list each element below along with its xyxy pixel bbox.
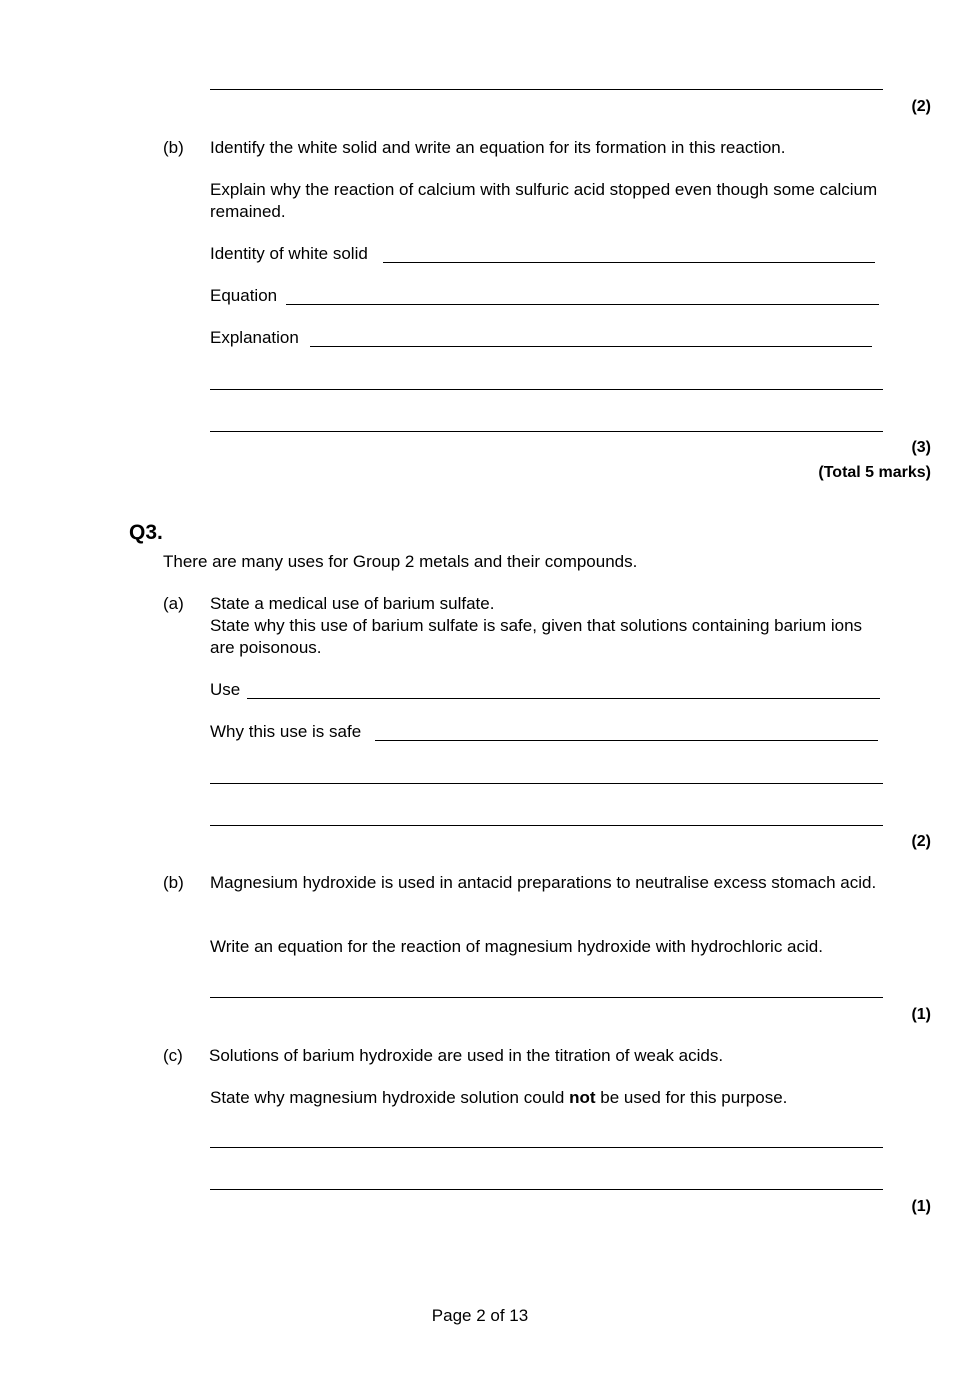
part-label-q2b: (b) xyxy=(163,138,184,157)
q3c-line2-end: be used for this purpose. xyxy=(600,1088,788,1107)
answer-line[interactable] xyxy=(210,1189,883,1190)
use-answer-line[interactable] xyxy=(247,698,880,699)
field-label-use: Use xyxy=(210,680,241,699)
part-label-q3b: (b) xyxy=(163,873,184,892)
answer-line[interactable] xyxy=(210,783,883,784)
explanation-answer-line[interactable] xyxy=(310,346,872,347)
q3b-line2: Write an equation for the reaction of magnesium hydroxide with hydrochloric acid. xyxy=(210,937,823,956)
q3c-line2 xyxy=(210,1087,787,1109)
part-label-q3c: (c) xyxy=(163,1046,183,1065)
q3a-line1: State a medical use of barium sulfate. xyxy=(210,594,495,613)
marks-q3a: (2) xyxy=(911,833,931,850)
answer-line[interactable] xyxy=(210,389,883,390)
why-safe-answer-line[interactable] xyxy=(375,740,878,741)
q3c-line2-emphasis: not xyxy=(569,1088,596,1107)
answer-line[interactable] xyxy=(210,89,883,90)
marks-q2b: (3) xyxy=(911,439,931,456)
total-marks-q2: (Total 5 marks) xyxy=(818,464,931,481)
field-label-equation: Equation xyxy=(210,286,278,305)
q2b-explain: Explain why the reaction of calcium with sulfuric acid stopped even though some calcium remained. xyxy=(210,180,878,221)
q2b-prompt: Identify the white solid and write an equation for its formation in this reaction. xyxy=(210,138,786,157)
q3a-line2: State why this use of barium sulfate is safe, given that solutions containing barium ions are poisonous. xyxy=(210,616,863,657)
answer-line[interactable] xyxy=(210,1147,883,1148)
page-number: Page 2 of 13 xyxy=(431,1306,529,1325)
marks-q2a: (2) xyxy=(911,98,931,115)
marks-q3c: (1) xyxy=(911,1198,931,1215)
question-number-q3: Q3. xyxy=(129,521,163,544)
part-label-q3a: (a) xyxy=(163,594,184,613)
answer-line[interactable] xyxy=(210,997,883,998)
answer-line[interactable] xyxy=(210,431,883,432)
field-label-explanation: Explanation xyxy=(210,328,299,347)
q3c-line2-start: State why magnesium hydroxide solution could xyxy=(210,1088,565,1107)
q3-intro: There are many uses for Group 2 metals and their compounds. xyxy=(163,552,638,571)
identity-answer-line[interactable] xyxy=(383,262,875,263)
answer-line[interactable] xyxy=(210,825,883,826)
q3c-line1: Solutions of barium hydroxide are used in the titration of weak acids. xyxy=(209,1046,724,1065)
field-label-identity: Identity of white solid xyxy=(210,244,368,263)
marks-q3b: (1) xyxy=(911,1006,931,1023)
field-label-why-safe: Why this use is safe xyxy=(210,722,362,741)
q3b-line1: Magnesium hydroxide is used in antacid preparations to neutralise excess stomach acid. xyxy=(210,873,877,892)
equation-answer-line[interactable] xyxy=(286,304,879,305)
